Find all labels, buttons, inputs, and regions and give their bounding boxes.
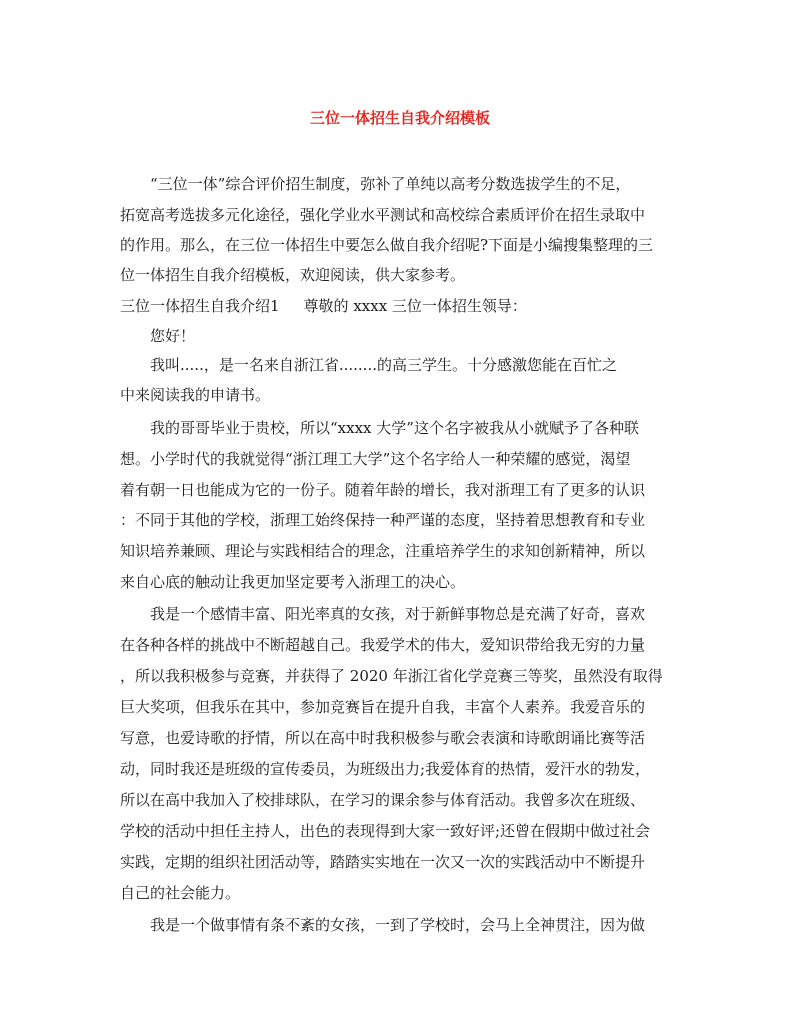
p3-line-5: 写意，也爱诗歌的抒情，所以在高中时我积极参与歌会表演和诗歌朗诵比赛等活 [120,729,646,747]
salutation: 尊敬的 xxxx 三位一体招生领导： [303,297,527,315]
p4-line-1: 我是一个做事情有条不紊的女孩，一到了学校时，会马上全神贯注，因为做 [150,916,646,934]
p3-line-8: 学校的活动中担任主持人，出色的表现得到大家一致好评;还曾在假期中做过社会 [120,822,651,840]
p3-line-7: 所以在高中我加入了校排球队，在学习的课余参与体育活动。我曾多次在班级、 [120,791,646,809]
p2-line-6: 来自心底的触动让我更加坚定要考入浙理工的决心。 [120,573,466,591]
p1-line-1: 我叫.....，是一名来自浙江省........的高三学生。十分感激您能在百忙之 [150,356,617,374]
section-heading-line [120,296,527,316]
p3-line-2: 在各种各样的挑战中不断超越自己。我爱学术的伟大，爱知识带给我无穷的力量 [120,636,646,654]
p2-line-1: 我的哥哥毕业于贵校，所以“xxxx 大学”这个名字被我从小就赋予了各种联 [150,419,639,437]
intro-line-4: 位一体招生自我介绍模板，欢迎阅读，供大家参考。 [120,266,466,284]
document-title: 三位一体招生自我介绍模板 [309,109,490,127]
p3-line-6: 动，同时我还是班级的宣传委员，为班级出力;我爱体育的热情，爱汗水的勃发， [120,760,651,778]
p2-line-5: 知识培养兼顾、理论与实践相结合的理念，注重培养学生的求知创新精神，所以 [120,542,646,560]
greeting: 您好！ [150,327,196,345]
section-heading: 三位一体招生自我介绍1 [120,297,280,315]
p1-line-2: 中来阅读我的申请书。 [120,386,271,404]
p2-line-2: 想。小学时代的我就觉得“浙江理工大学”这个名字给人一种荣耀的感觉，渴望 [120,450,631,468]
p2-line-3: 着有朝一日也能成为它的一份子。随着年龄的增长，我对浙理工有了更多的认识 [120,481,646,499]
p3-line-4: 巨大奖项，但我乐在其中，参加竞赛旨在提升自我，丰富个人素养。我爱音乐的 [120,698,646,716]
intro-line-3: 的作用。那么，在三位一体招生中要怎么做自我介绍呢?下面是小编搜集整理的三 [120,236,654,254]
p3-line-1: 我是一个感情丰富、阳光率真的女孩，对于新鲜事物总是充满了好奇，喜欢 [150,605,646,623]
p3-line-10: 自己的社会能力。 [120,884,241,902]
intro-line-1: “三位一体”综合评价招生制度，弥补了单纯以高考分数选拔学生的不足， [150,175,631,193]
p3-line-3: ，所以我积极参与竞赛，并获得了 2020 年浙江省化学竞赛三等奖，虽然没有取得 [120,667,663,685]
p2-line-4: ：不同于其他的学校，浙理工始终保持一种严谨的态度，坚持着思想教育和专业 [120,511,646,529]
intro-line-2: 拓宽高考选拔多元化途径，强化学业水平测试和高校综合素质评价在招生录取中 [120,206,646,224]
p3-line-9: 实践，定期的组织社团活动等，踏踏实实地在一次又一次的实践活动中不断提升 [120,853,646,871]
